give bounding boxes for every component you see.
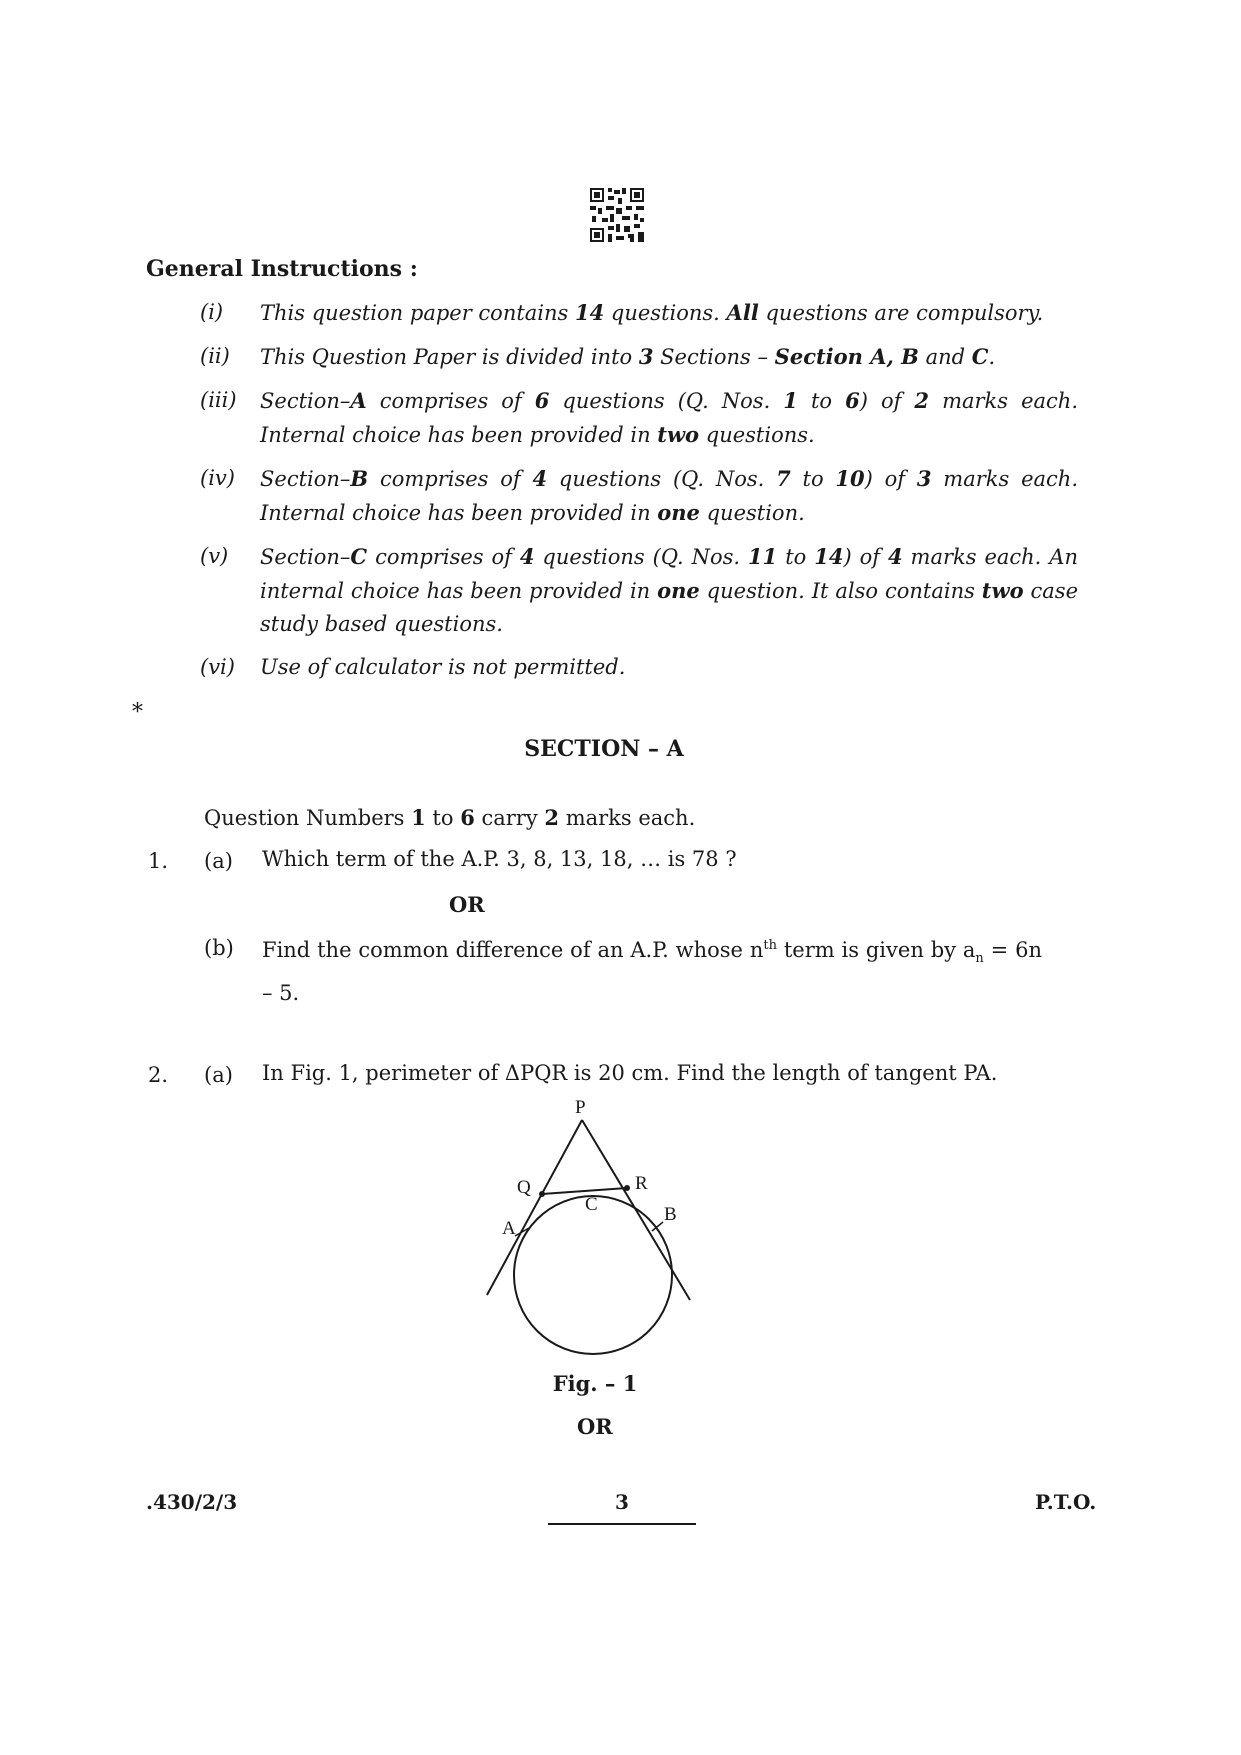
point-r: [624, 1185, 630, 1191]
label-r: R: [635, 1173, 648, 1194]
label-q: Q: [517, 1177, 531, 1198]
instruction-number: (i): [200, 300, 224, 324]
q2-number: 2.: [148, 1063, 169, 1087]
label-a: A: [502, 1218, 516, 1239]
instruction-text: This question paper contains 14 questions. All questions are compulsory.: [260, 300, 1044, 325]
page-number-underline: [548, 1523, 696, 1525]
figure-1-diagram: [485, 1100, 710, 1355]
instruction-text: Section–B comprises of 4 questions (Q. Nos. 7 to 10) of 3 marks each. Internal choice has been provided in one question.: [260, 466, 1078, 525]
q1-or: OR: [449, 892, 485, 917]
q2-part-a-text: In Fig. 1, perimeter of ΔPQR is 20 cm. Find the length of tangent PA.: [262, 1061, 998, 1085]
label-c: C: [585, 1194, 598, 1215]
q2-part-a-label: (a): [204, 1063, 233, 1087]
circle-shape: [514, 1196, 672, 1354]
qr-code-icon: [590, 188, 644, 242]
label-p: P: [575, 1100, 586, 1118]
label-b: B: [664, 1204, 677, 1225]
instruction-number: (ii): [200, 344, 230, 368]
paper-code: .430/2/3: [146, 1490, 238, 1514]
q2-or: OR: [577, 1414, 613, 1439]
star-marker: *: [132, 700, 143, 725]
instruction-text: Section–A comprises of 6 questions (Q. Nos. 1 to 6) of 2 marks each. Internal choice has been provided in two questions.: [260, 388, 1078, 447]
pto-label: P.T.O.: [1035, 1490, 1097, 1514]
point-q: [539, 1191, 545, 1197]
instruction-text: Use of calculator is not permitted.: [260, 655, 626, 679]
section-a-title: SECTION – A: [524, 736, 684, 762]
instruction-number: (iv): [200, 466, 235, 490]
general-instructions-title: General Instructions :: [146, 256, 418, 282]
q1-part-a-text: Which term of the A.P. 3, 8, 13, 18, … is 78 ?: [262, 847, 737, 871]
q1-part-b-text: Find the common difference of an A.P. whose $n^{th}$ term is given by $a_n = 6n - 5$.: [262, 938, 1042, 1006]
q1-part-a-label: (a): [204, 849, 233, 873]
instruction-text: This Question Paper is divided into 3 Sections – Section A, B and C.: [260, 344, 996, 369]
q1-part-b-label: (b): [204, 936, 234, 960]
instruction-number: (v): [200, 544, 229, 568]
instruction-number: (iii): [200, 388, 237, 412]
tangent-line-pa: [487, 1120, 582, 1295]
page-number: 3: [615, 1490, 629, 1514]
instruction-number: (vi): [200, 655, 235, 679]
instruction-text: Section–C comprises of 4 questions (Q. Nos. 11 to 14) of 4 marks each. An internal choice has been provided in one question. It also contains two case study based questions.: [260, 544, 1078, 636]
figure-caption: Fig. – 1: [552, 1371, 638, 1396]
section-note: Question Numbers 1 to 6 carry 2 marks each.: [204, 805, 696, 830]
q1-number: 1.: [148, 849, 169, 873]
